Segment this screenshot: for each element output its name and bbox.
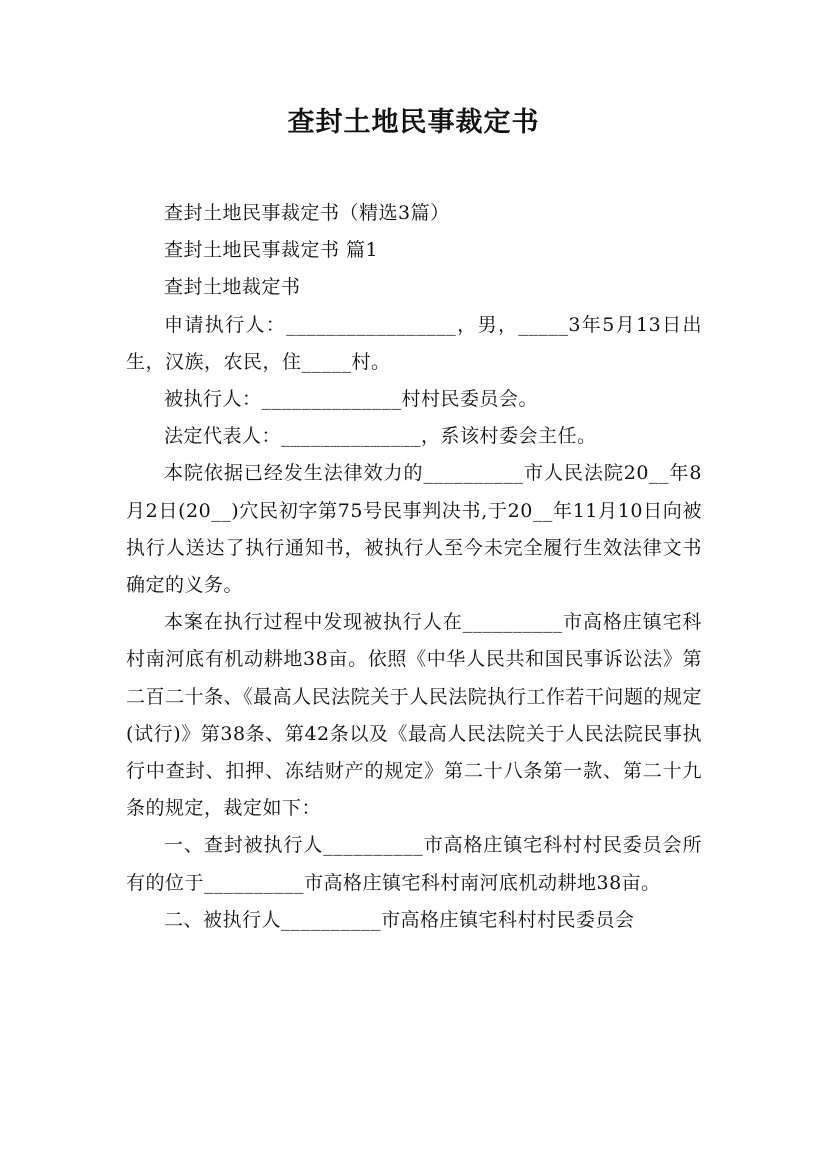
paragraph-article-heading: 查封土地民事裁定书 篇1 bbox=[164, 239, 379, 262]
paragraph-legal-representative: 法定代表人：______________，系该村委会主任。 bbox=[164, 425, 597, 448]
document-body bbox=[126, 195, 702, 939]
paragraph-ruling-item-2: 二、被执行人__________市高格庄镇宅科村村民委员会 bbox=[164, 908, 635, 931]
document-title: 查封土地民事裁定书 bbox=[287, 107, 540, 138]
paragraph-ruling-heading: 查封土地裁定书 bbox=[164, 276, 301, 299]
paragraph-judgment-basis: 本院依据已经发生法律效力的__________市人民法院20__年8月2日(20__)穴民初字第75号民事判决书,于20__年11月10日向被执行人送达了执行通知书，被执行人至今未完全履行生效法律文书确定的义务。 bbox=[126, 462, 702, 597]
paragraph-legal-grounds: 本案在执行过程中发现被执行人在__________市高格庄镇宅科村南河底有机动耕地38亩。依照《中华人民共和国民事诉讼法》第二百二十条、《最高人民法院关于人民法院执行工作若干问题的规定(试行)》第38条、第42条以及《最高人民法院关于人民法院民事执行中查封、扣押、冻结财产的规定》第二十八条第一款、第二十九条的规定，裁定如下： bbox=[126, 611, 702, 820]
paragraph-applicant: 申请执行人：_________________，男，_____3年5月13日出生，汉族，农民，住_____村。 bbox=[126, 313, 702, 373]
paragraph-ruling-item-1: 一、查封被执行人__________市高格庄镇宅科村村民委员会所有的位于__________市高格庄镇宅科村南河底机动耕地38亩。 bbox=[126, 834, 702, 894]
paragraph-collection-heading: 查封土地民事裁定书（精选3篇） bbox=[164, 202, 450, 224]
paragraph-respondent: 被执行人：______________村村民委员会。 bbox=[164, 388, 539, 411]
